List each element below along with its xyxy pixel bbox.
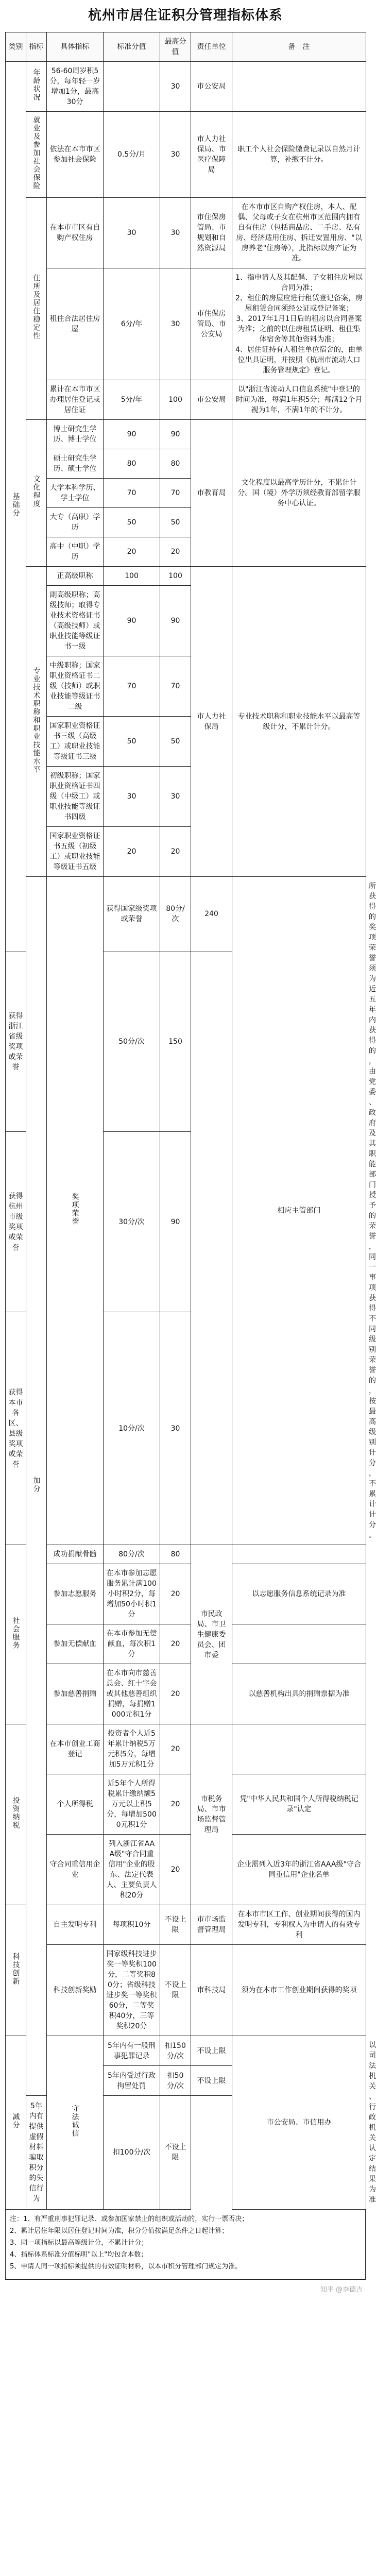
cell-standard: 100	[104, 567, 160, 586]
cell-cap: 240	[191, 877, 232, 952]
cell-cap: 30	[160, 62, 191, 112]
cell-remark: 1、指申请人及其配偶、子女租住房屋以合同为准； 2、租住的房屋应进行租赁登记备案，房屋租赁合同须经公证或登记备案； 3、2017年1月1日后的租房以合同备案为准；之前的以住房租赁证明、租住集体宿舍等其他资料为准； 4、居住证持有人租住单位宿舍的，由单位出具证明，并按照《杭州市流动人口服务管理规定》登记。	[232, 268, 366, 380]
cell-remark	[232, 62, 366, 112]
cell-remark	[232, 1624, 366, 1664]
cell-cap: 不设上限	[191, 2036, 232, 2066]
cell-remark: 职工个人社会保险缴费记录以自然月计算，补缴不计分。	[232, 112, 366, 198]
cell-standard: 20	[104, 827, 160, 877]
cell-department: 市公安局	[191, 380, 232, 420]
cell-standard: 80分/次	[104, 1545, 160, 1564]
cell-cap: 20	[160, 1564, 191, 1624]
cell-standard: 国家级科技进步奖一等奖积100分，二等奖积80分；省级科技进步奖一等奖积60分，二等奖积40分，三等奖积20分	[104, 1945, 160, 2036]
cell-standard: 在本市向市慈善总会、红十字会或其他慈善组织捐赠，每捐赠1000元积1分	[104, 1664, 160, 1724]
cell-department: 市市场监督管理局	[191, 1905, 232, 1945]
category-deduct: 减分	[6, 2036, 26, 2210]
cell-cap: 50	[160, 508, 191, 537]
indicator-skill: 专业技术职称和职业技能水平	[26, 567, 47, 877]
cell-cap: 70	[160, 656, 191, 717]
cell-department: 相应主管部门	[232, 877, 366, 1545]
footnotes	[5, 2210, 366, 2280]
cell-item: 5年内受过行政拘留处罚	[104, 2066, 160, 2096]
table-row	[6, 62, 366, 112]
table-row	[6, 1564, 366, 1624]
cell-department: 市人力社保局	[191, 567, 232, 877]
cell-cap: 90	[160, 1132, 191, 1312]
cell-standard: 在本市参加志愿服务累计满100小时积2分，每增加50小时积1分	[104, 1564, 160, 1624]
table-row	[6, 1774, 366, 1835]
cell-cap: 不设上限	[160, 1945, 191, 2036]
cell-item: 参加慈善捐赠	[47, 1664, 104, 1724]
cell-department: 市民政局、市卫生健康委员会、团市委	[191, 1545, 232, 1724]
cell-cap: 30	[160, 198, 191, 268]
cell-item: 获得本市各区、县级奖项或荣誉	[6, 1312, 26, 1545]
cell-standard: 在本市参加无偿献血，每次积1分	[104, 1624, 160, 1664]
footnote: 注：1、有严重刑事犯罪记录、或参加国家禁止的组织或活动的，实行一票否决；	[10, 2215, 249, 2223]
cell-remark: 以"浙江省流动人口信息系统"中登记的时间为准，每满1年积5分；每满12个月视为1年，不满1年的不计分。	[232, 380, 366, 420]
table-row	[6, 1835, 366, 1905]
header-indicator: 指标	[26, 32, 47, 62]
cell-item: 硕士研究生学历、硕士学位	[47, 449, 104, 479]
cell-standard: 0.5分/月	[104, 112, 160, 198]
header-department: 责任单位	[191, 32, 232, 62]
cell-cap: 90	[160, 420, 191, 449]
cell-cap: 20	[160, 1774, 191, 1835]
cell-cap: 不设上限	[160, 2096, 191, 2210]
cell-standard: 80分/次	[160, 877, 191, 952]
cell-cap: 30	[160, 112, 191, 198]
cell-remark: 以志愿服务信息系统记录为准	[232, 1564, 366, 1624]
cell-item: 参加无偿献血	[47, 1624, 104, 1664]
cell-item: 博士研究生学历、博士学位	[47, 420, 104, 449]
cell-item: 正高级职称	[47, 567, 104, 586]
cell-item: 副高级职称；高级技师；取得专业技术资格证书（高级技师）或职业技能等级证书一级	[47, 586, 104, 656]
cell-item: 租住合法居住房屋	[47, 268, 104, 380]
cell-standard: 80	[104, 449, 160, 479]
cell-standard: 30	[104, 198, 160, 268]
cell-standard: 5分/年	[104, 380, 160, 420]
cell-item: 在本市市区有自购产权住房	[47, 198, 104, 268]
category-base: 基础分	[6, 62, 26, 952]
table-row	[6, 268, 366, 380]
cell-standard: 列入浙江省AAA级"守合同重信用"企业的股东、法定代表人、主要负责人积20分	[104, 1835, 160, 1905]
cell-item: 5年内有一般刑事犯罪记录	[104, 2036, 160, 2066]
cell-standard: 投资者个人近5年累计纳税5万元积5分，每增加5万元积1分	[104, 1724, 160, 1774]
points-table	[5, 32, 376, 2210]
cell-item: 国家职业资格证书三级（高级工）或职业技能等级证书三级	[47, 717, 104, 767]
cell-department: 市住保房管局、市公安局	[191, 268, 232, 380]
cell-standard: 扣50分/次	[160, 2066, 191, 2096]
cell-item: 大学本科学历、学士学位	[47, 479, 104, 508]
cell-cap: 150	[160, 952, 191, 1132]
indicator-innovation: 科技创新	[6, 1905, 26, 2036]
cell-cap: 不设上限	[160, 1905, 191, 1945]
cell-standard	[104, 62, 160, 112]
cell-standard: 10分/次	[104, 1312, 160, 1545]
indicator-service: 社会服务	[6, 1545, 26, 1724]
cell-item: 初级职称；国家职业资格证书四级（中级工）或职业技能等级证书四级	[47, 767, 104, 827]
cell-cap: 80	[160, 449, 191, 479]
cell-department: 市科技局	[191, 1945, 232, 2036]
cell-cap: 20	[160, 537, 191, 567]
cell-standard: 50	[104, 717, 160, 767]
cell-standard: 6分/年	[104, 268, 160, 380]
cell-remark: 凭"中华人民共和国个人所得税纳税记录"认定	[232, 1774, 366, 1835]
table-row	[6, 380, 366, 420]
cell-standard: 20	[104, 537, 160, 567]
cell-standard: 扣150分/次	[160, 2036, 191, 2066]
cell-item: 参加志愿服务	[47, 1564, 104, 1624]
cell-cap: 100	[160, 380, 191, 420]
cell-standard: 90	[104, 586, 160, 656]
cell-item: 自主发明专利	[47, 1905, 104, 1945]
cell-standard: 90	[104, 420, 160, 449]
cell-cap: 80	[160, 1545, 191, 1564]
cell-item: 守合同重信用企业	[47, 1835, 104, 1905]
footnote: 3、同一项指标以最高等级计分，不累计计分；	[10, 2239, 148, 2247]
cell-cap: 20	[160, 1724, 191, 1774]
indicator-social: 就业及参加社会保险	[26, 112, 47, 198]
cell-standard: 70	[104, 479, 160, 508]
cell-item: 累计在本市市区办理居住登记或居住证	[47, 380, 104, 420]
table-row	[6, 1624, 366, 1664]
header-cap: 最高分值	[160, 32, 191, 62]
category-bonus: 加分	[26, 877, 47, 2096]
cell-item: 成功捐献骨髓	[47, 1545, 104, 1564]
cell-remark: 企业需列入近3年的浙江省AAA级"守合同重信用"企业名单	[232, 1835, 366, 1905]
cell-item: 高中（中职）学历	[47, 537, 104, 567]
table-row	[6, 1905, 366, 1945]
cell-cap: 70	[160, 479, 191, 508]
table-row: 减分 守法诚信 5年内有一般刑事犯罪记录 扣150分/次 不设上限 市公安局、市信用办 以司法机关、行政机关认定结果为准	[6, 2036, 366, 2066]
cell-standard: 50	[104, 508, 160, 537]
cell-cap: 90	[160, 586, 191, 656]
cell-department: 市税务局、市市场监督管理局	[191, 1724, 232, 1905]
cell-item: 中级职称；国家职业资格证书二级（技师）或职业技能等级证书二级	[47, 656, 104, 717]
indicator-lawful: 守法诚信	[47, 2036, 104, 2210]
cell-remark: 在本市市区自购产权住房，本人、配偶、父母或子女在杭州市区范围内拥有自有住房（包括商品房、二手房、私有房、经济适用住房、拆迁安置用房、"以房养老"住房等），此指标以房产证为准。	[232, 198, 366, 268]
cell-item: 在本市创业工商登记	[47, 1724, 104, 1774]
indicator-invest: 投资纳税	[6, 1724, 26, 1905]
table-row	[6, 1945, 366, 2036]
cell-remark: 须为在本市工作创业期间获得的奖项	[232, 1945, 366, 2036]
header-standard: 标准分值	[104, 32, 160, 62]
header-remark: 备 注	[232, 32, 366, 62]
cell-department: 市公安局、市信用办	[232, 2036, 366, 2210]
cell-cap: 20	[160, 1664, 191, 1724]
table-row	[6, 420, 366, 449]
cell-remark	[232, 1545, 366, 1564]
table-row	[6, 1724, 366, 1774]
cell-department: 市住保房管局、市规划和自然资源局	[191, 198, 232, 268]
cell-standard: 近5年个人所得税累计缴纳额5万元以上积5分，每增加5000元积1分	[104, 1774, 160, 1835]
cell-cap: 不设上限	[191, 2066, 232, 2096]
cell-remark: 以慈善机构出具的捐赠票据为准	[232, 1664, 366, 1724]
cell-standard: 30	[104, 767, 160, 827]
cell-cap: 100	[160, 567, 191, 586]
table-row	[6, 1664, 366, 1724]
cell-item: 大专（高职）学历	[47, 508, 104, 537]
header-category: 类别	[6, 32, 26, 62]
cell-department: 市教育局	[191, 420, 232, 567]
cell-item: 科技创新奖励	[47, 1945, 104, 2036]
cell-item: 获得杭州市级奖项或荣誉	[6, 1132, 26, 1312]
cell-item: 国家职业资格证书五级（初级工）或职业技能等级证书五级	[47, 827, 104, 877]
table-row: 加分 奖项荣誉 获得国家级奖项或荣誉 80分/次 240 相应主管部门 所获得的奖项荣誉须为近五年内获得的，由党委、政府及其职能部门授予的荣誉，同一事项获得不同级别荣誉的，按最高级别计分，不累计计分。	[6, 877, 366, 952]
watermark: 知乎 @李德吉	[320, 2286, 363, 2294]
cell-cap: 20	[160, 1835, 191, 1905]
indicator-age: 年龄状况	[26, 62, 47, 112]
footnote: 4、指标体系标准分值标明"以上"均包含本数；	[10, 2251, 148, 2259]
cell-standard: 30分/次	[104, 1132, 160, 1312]
cell-item: 个人所得税	[47, 1774, 104, 1835]
cell-department: 市人力社保局、市医疗保障局	[191, 112, 232, 198]
cell-item: 56-60周岁积5分，每年轻一岁增加1分，最高30分	[47, 62, 104, 112]
cell-remark	[232, 1724, 366, 1774]
footnote: 2、累计居住年限以居住登记时间为准，积分分值按满足条件之日起计算；	[10, 2227, 229, 2235]
cell-cap: 30	[160, 767, 191, 827]
cell-standard: 扣100分/次	[104, 2096, 160, 2210]
cell-cap: 20	[160, 827, 191, 877]
cell-remark: 在本市市区工作、创业期间获得的国内发明专利，专利权人为申请人的有效专利	[232, 1905, 366, 1945]
table-row	[6, 1545, 366, 1564]
header-item: 具体指标	[47, 32, 104, 62]
table-header-row	[6, 32, 366, 62]
table-row	[6, 567, 366, 586]
footnote: 5、申请人同一项指标须提供的有效证明材料，以本市积分管理部门规定为准。	[10, 2263, 242, 2270]
table-row	[6, 112, 366, 198]
table-row	[6, 198, 366, 268]
cell-remark: 专业技术职称和职业技能水平以最高等级计分，不累计计分。	[232, 567, 366, 877]
cell-item: 获得国家级奖项或荣誉	[104, 877, 160, 952]
cell-cap: 20	[160, 1624, 191, 1664]
indicator-award: 奖项荣誉	[47, 877, 104, 1545]
document-title: 杭州市居住证积分管理指标体系	[88, 8, 283, 23]
indicator-housing: 住所及居住稳定性	[26, 198, 47, 420]
cell-remark: 文化程度以最高学历计分，不累计计分。国（境）外学历须经教育部留学服务中心认证。	[232, 420, 366, 567]
cell-item: 依法在本市市区参加社会保险	[47, 112, 104, 198]
cell-standard: 50分/次	[104, 952, 160, 1132]
indicator-culture: 文化程度	[26, 420, 47, 567]
cell-cap: 50	[160, 717, 191, 767]
cell-item: 获得浙江省级奖项或荣誉	[6, 952, 26, 1132]
cell-standard: 每项积10分	[104, 1905, 160, 1945]
cell-department: 市公安局	[191, 62, 232, 112]
cell-cap: 30	[160, 1312, 191, 1545]
cell-cap: 30	[160, 268, 191, 380]
cell-item: 5年内有提供虚假材料骗取积分的失信行为	[26, 2096, 47, 2210]
cell-standard: 70	[104, 656, 160, 717]
